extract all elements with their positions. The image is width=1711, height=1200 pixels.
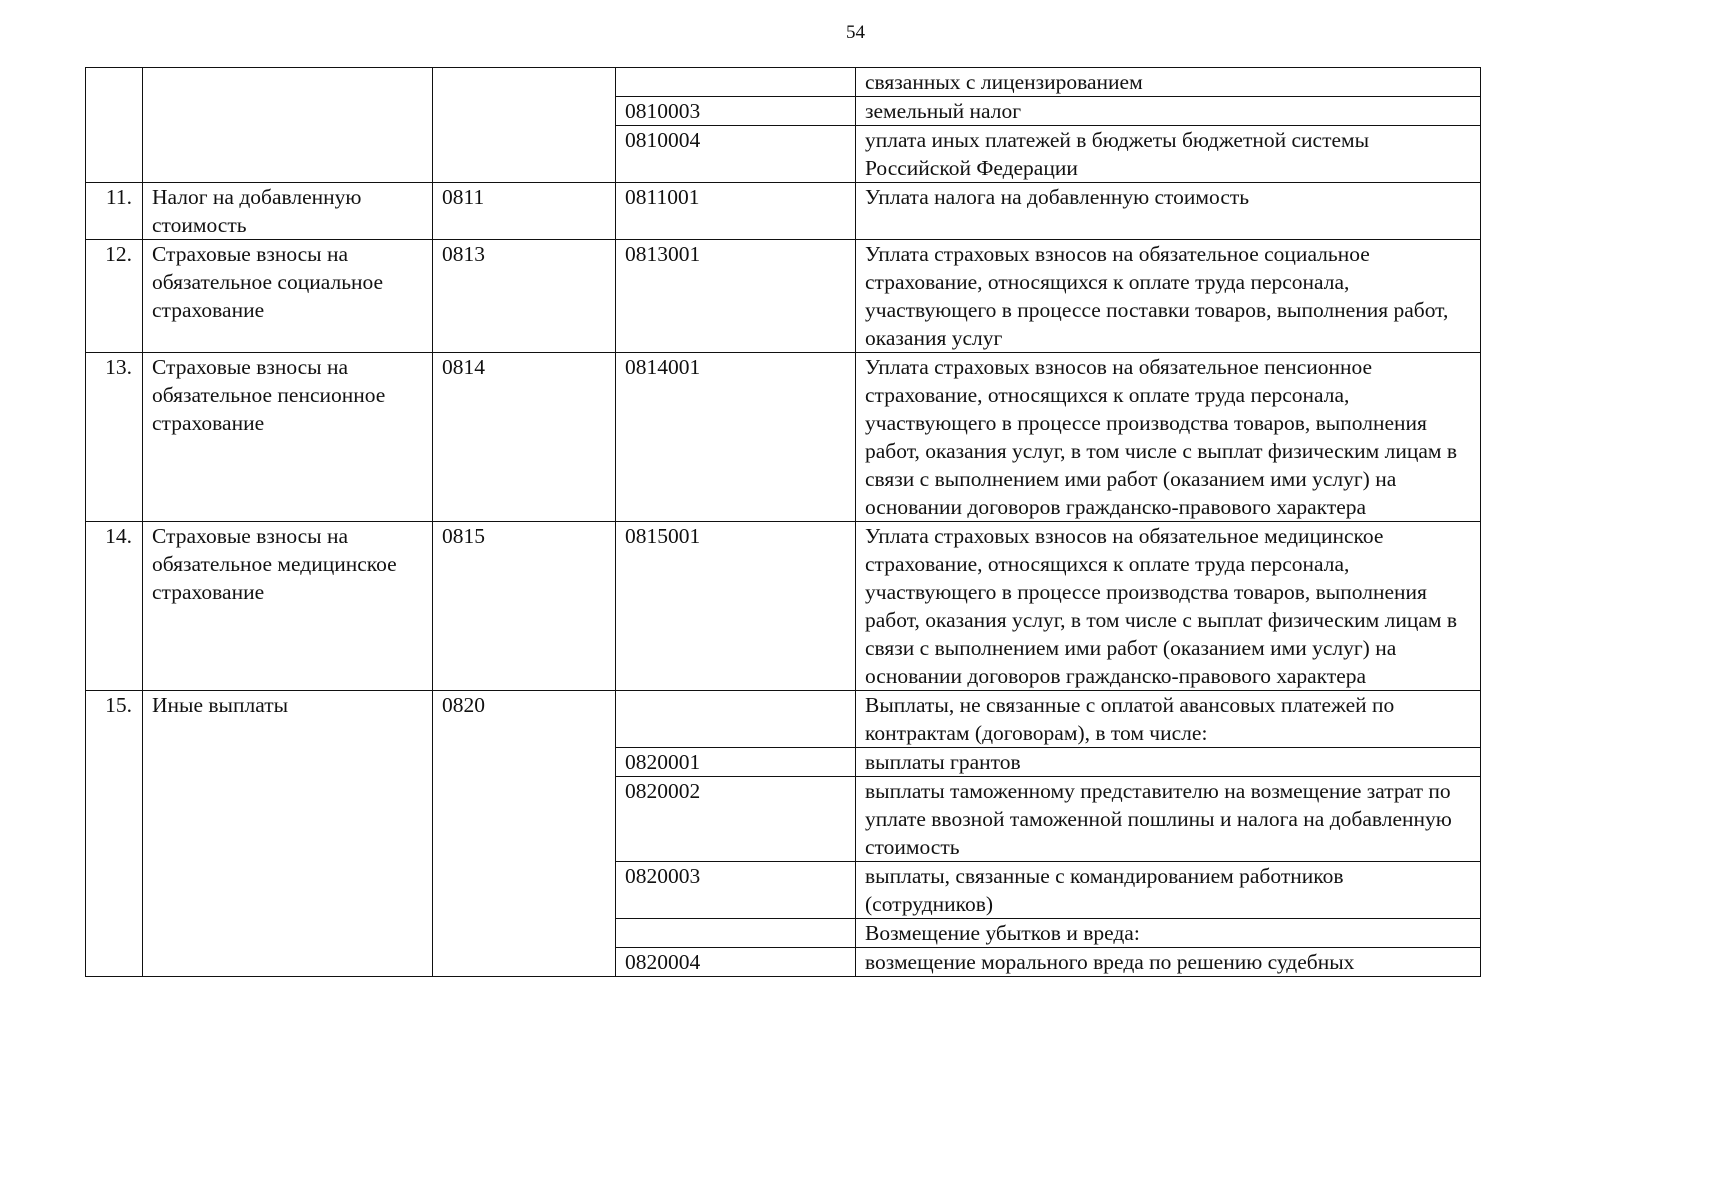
item-subcode: 0820001 (616, 748, 856, 777)
table-row (86, 691, 1481, 748)
item-subcode: 0810004 (616, 126, 856, 183)
item-name: Страховые взносы на обязательное социальное страхование (143, 240, 433, 353)
item-description: Уплата страховых взносов на обязательное пенсионное страхование, относящихся к оплате труда персонала, участвующего в процессе производства товаров, выполнения работ, оказания услуг, в том числе с выплат физическим лицам в связи с выполнением ими работ (оказанием ими услуг) на основании договоров гражданско-правового характера (856, 353, 1481, 522)
item-description: Возмещение убытков и вреда: (856, 919, 1481, 948)
item-subcode: 0814001 (616, 353, 856, 522)
item-description: выплаты, связанные с командированием работников (сотрудников) (856, 862, 1481, 919)
item-subcode: 0810003 (616, 97, 856, 126)
item-description: связанных с лицензированием (856, 68, 1481, 97)
table-row (86, 68, 1481, 97)
item-description: Уплата страховых взносов на обязательное социальное страхование, относящихся к оплате труда персонала, участвующего в процессе поставки товаров, выполнения работ, оказания услуг (856, 240, 1481, 353)
row-number: 12. (86, 240, 143, 353)
item-code: 0815 (433, 522, 616, 691)
page-number: 54 (846, 22, 865, 43)
item-name: Налог на добавленную стоимость (143, 183, 433, 240)
item-subcode (616, 691, 856, 748)
item-subcode: 0820002 (616, 777, 856, 862)
row-number: 15. (86, 691, 143, 977)
item-code: 0814 (433, 353, 616, 522)
item-subcode (616, 919, 856, 948)
table-row (86, 240, 1481, 353)
item-subcode: 0815001 (616, 522, 856, 691)
item-description: земельный налог (856, 97, 1481, 126)
row-number: 13. (86, 353, 143, 522)
item-description: Уплата страховых взносов на обязательное медицинское страхование, относящихся к оплате труда персонала, участвующего в процессе производства товаров, выполнения работ, оказания услуг, в том числе с выплат физическим лицам в связи с выполнением ими работ (оказанием ими услуг) на основании договоров гражданско-правового характера (856, 522, 1481, 691)
item-name: Страховые взносы на обязательное медицинское страхование (143, 522, 433, 691)
item-subcode: 0811001 (616, 183, 856, 240)
item-code: 0813 (433, 240, 616, 353)
item-description: уплата иных платежей в бюджеты бюджетной системы Российской Федерации (856, 126, 1481, 183)
codes-table (85, 67, 1481, 977)
table-body (86, 68, 1481, 977)
table-row (86, 353, 1481, 522)
item-description: Уплата налога на добавленную стоимость (856, 183, 1481, 240)
item-description: выплаты грантов (856, 748, 1481, 777)
row-number: 14. (86, 522, 143, 691)
item-subcode: 0820003 (616, 862, 856, 919)
item-name: Иные выплаты (143, 691, 433, 977)
item-code: 0811 (433, 183, 616, 240)
row-number (86, 68, 143, 183)
item-subcode: 0820004 (616, 948, 856, 977)
item-description: Выплаты, не связанные с оплатой авансовых платежей по контрактам (договорам), в том числе: (856, 691, 1481, 748)
item-code (433, 68, 616, 183)
item-subcode (616, 68, 856, 97)
row-number: 11. (86, 183, 143, 240)
item-description: выплаты таможенному представителю на возмещение затрат по уплате ввозной таможенной пошлины и налога на добавленную стоимость (856, 777, 1481, 862)
item-description: возмещение морального вреда по решению судебных (856, 948, 1481, 977)
item-name (143, 68, 433, 183)
table-row (86, 183, 1481, 240)
item-code: 0820 (433, 691, 616, 977)
item-name: Страховые взносы на обязательное пенсионное страхование (143, 353, 433, 522)
table-row (86, 522, 1481, 691)
item-subcode: 0813001 (616, 240, 856, 353)
